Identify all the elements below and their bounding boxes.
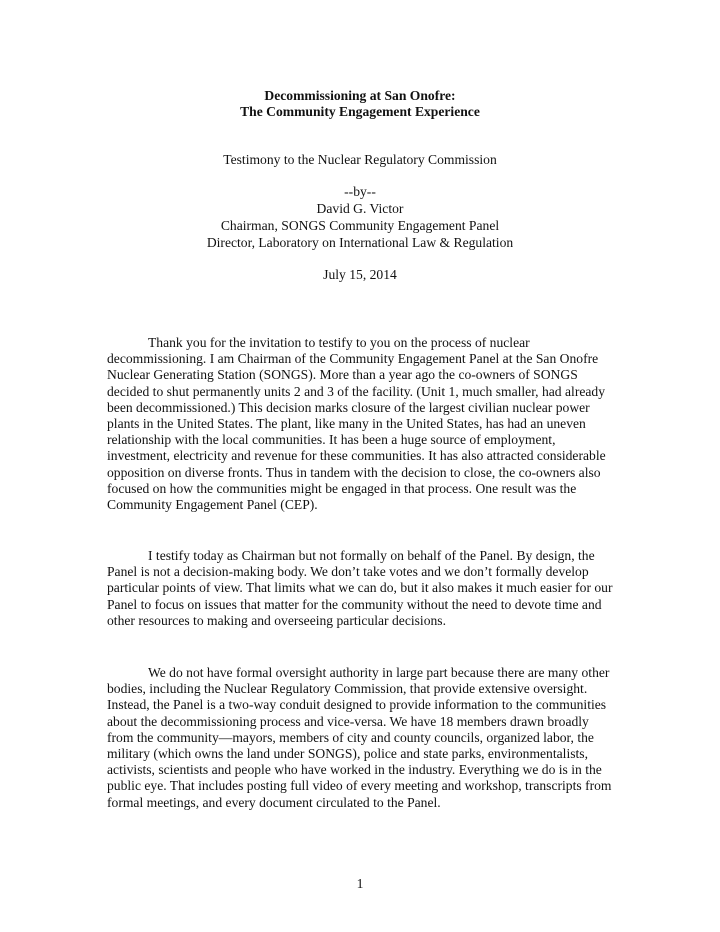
author-name: David G. Victor	[316, 201, 404, 216]
author-role-1: Chairman, SONGS Community Engagement Panel	[220, 218, 500, 233]
document-date: July 15, 2014	[323, 267, 397, 282]
page-number: 1	[356, 876, 364, 891]
body-paragraph-1	[107, 335, 617, 513]
author-role-2: Director, Laboratory on International Law & Regulation	[206, 235, 514, 250]
paragraph-text: Thank you for the invitation to testify to you on the process of nuclear decommissioning. I am Chairman of the Community Engagement Panel at the San Onofre Nuclear Generating Station (SONGS). More than a year ago the co-owners of SONGS decided to shut permanently units 2 and 3 of the facility. (Unit 1, much smaller, had already been decommissioned.) This decision marks closure of the largest civilian nuclear power plants in the United States. The plant, like many in the United States, has had an uneven relationship with the local communities. It has been a huge source of employment, investment, electricity and revenue for these communities. It has also attracted considerable opposition on diverse fronts. Thus in tandem with the decision to close, the co-owners also focused on how the communities might be engaged in that process. One result was the Community Engagement Panel (CEP).	[107, 335, 606, 513]
document-title-line-1: Decommissioning at San Onofre:	[264, 88, 456, 103]
document-subtitle: Testimony to the Nuclear Regulatory Commission	[223, 152, 497, 167]
paragraph-text: I testify today as Chairman but not formally on behalf of the Panel. By design, the Panel is not a decision-making body. We don’t take votes and we don’t formally develop particular points of view. That limits what we can do, but it also makes it much easier for our Panel to focus on issues that matter for the community without the need to devote time and other resources to making and overseeing particular decisions.	[107, 548, 613, 628]
body-paragraph-3	[107, 665, 617, 811]
document-title-line-2: The Community Engagement Experience	[240, 104, 480, 119]
paragraph-text: We do not have formal oversight authority in large part because there are many other bodies, including the Nuclear Regulatory Commission, that provide extensive oversight. Instead, the Panel is a two-way conduit designed to provide information to the communities about the decommissioning process and vice-versa. We have 18 members drawn broadly from the community—mayors, members of city and county councils, organized labor, the military (which owns the land under SONGS), police and state parks, environmentalists, activists, scientists and people who have worked in the industry. Everything we do is in the public eye. That includes posting full video of every meeting and workshop, transcripts from formal meetings, and every document circulated to the Panel.	[107, 665, 612, 810]
body-paragraph-2	[107, 548, 617, 629]
byline-separator: --by--	[344, 184, 376, 199]
